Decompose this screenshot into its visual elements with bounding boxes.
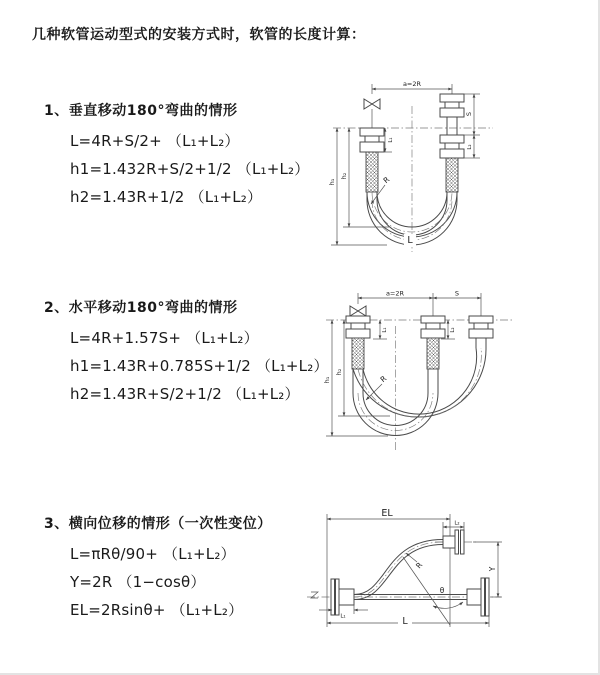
braid-section <box>366 152 378 192</box>
section2-formula-h1: h1=1.43R+0.785S+1/2 （L₁+L₂） <box>70 357 329 375</box>
dim-length-label: L <box>402 616 408 627</box>
radius-label: R <box>381 174 392 186</box>
left-flange <box>331 579 354 615</box>
section2-formula-L: L=4R+1.57S+ （L₁+L₂） <box>70 329 259 347</box>
dim-span-label: a=2R <box>402 80 422 88</box>
diagram-lateral-displacement <box>305 505 595 665</box>
dim-el-label: EL <box>381 508 393 519</box>
left-fitting <box>346 316 370 369</box>
braid-section <box>446 158 458 192</box>
left-fitting <box>360 128 384 192</box>
section2-formula-h2: h2=1.43R+S/2+1/2 （L₁+L₂） <box>70 385 300 403</box>
diagram-horizontal-180-bend <box>318 288 598 460</box>
section1-formula-h2: h2=1.43R+1/2 （L₁+L₂） <box>70 188 263 206</box>
dim-h2-label: h₂ <box>340 172 348 180</box>
dim-s-label: S <box>465 111 473 117</box>
dim-h1-label: h₁ <box>323 376 331 384</box>
radius-label: R <box>413 560 425 571</box>
length-label: L <box>407 235 413 246</box>
upper-flange <box>443 530 464 554</box>
theta-label: θ <box>439 586 445 595</box>
theta-arc <box>433 602 463 608</box>
section2-heading: 2、水平移动180°弯曲的情形 <box>44 300 238 316</box>
right-flange <box>467 578 489 616</box>
hose-s-curve <box>354 540 443 600</box>
dim-span-label: a=2R <box>385 289 405 298</box>
section1-formula-h1: h1=1.432R+S/2+1/2 （L₁+L₂） <box>70 160 310 178</box>
page-title: 几种软管运动型式的安装方式时，软管的长度计算： <box>32 27 366 43</box>
dim-l2-label: L₂ <box>467 144 473 150</box>
section1-heading: 1、垂直移动180°弯曲的情形 <box>44 103 238 119</box>
dim-l1-label: L₁ <box>340 613 346 620</box>
section3-heading: 3、横向位移的情形（一次性变位） <box>44 516 272 532</box>
valve-icon <box>364 99 380 109</box>
dim-y-label: Y <box>488 566 497 572</box>
diagram-vertical-180-bend <box>315 78 587 260</box>
section3-formula-L: L=πRθ/90+ （L₁+L₂） <box>70 545 236 563</box>
section3-formula-Y: Y=2R （1−cosθ） <box>70 573 206 591</box>
dim-h2-label: h₂ <box>335 368 343 376</box>
right-fitting <box>469 316 493 348</box>
section3-formula-EL: EL=2Rsinθ+ （L₁+L₂） <box>70 601 244 619</box>
dim-h1-label: h₁ <box>328 178 336 186</box>
dim-l1-label: L₁ <box>388 137 394 143</box>
right-fitting <box>440 94 464 192</box>
valve-icon <box>350 306 366 316</box>
dim-l1-label: L₁ <box>382 327 388 333</box>
radius-label: R <box>378 373 389 385</box>
section1-formula-L: L=4R+S/2+ （L₁+L₂） <box>70 132 240 150</box>
middle-fitting <box>421 316 445 369</box>
dim-l2-label: L₂ <box>454 520 460 527</box>
dim-l2-label: L₂ <box>450 327 456 333</box>
hose-u-bend-position2 <box>353 348 486 417</box>
dim-stroke-label: S <box>454 289 460 298</box>
